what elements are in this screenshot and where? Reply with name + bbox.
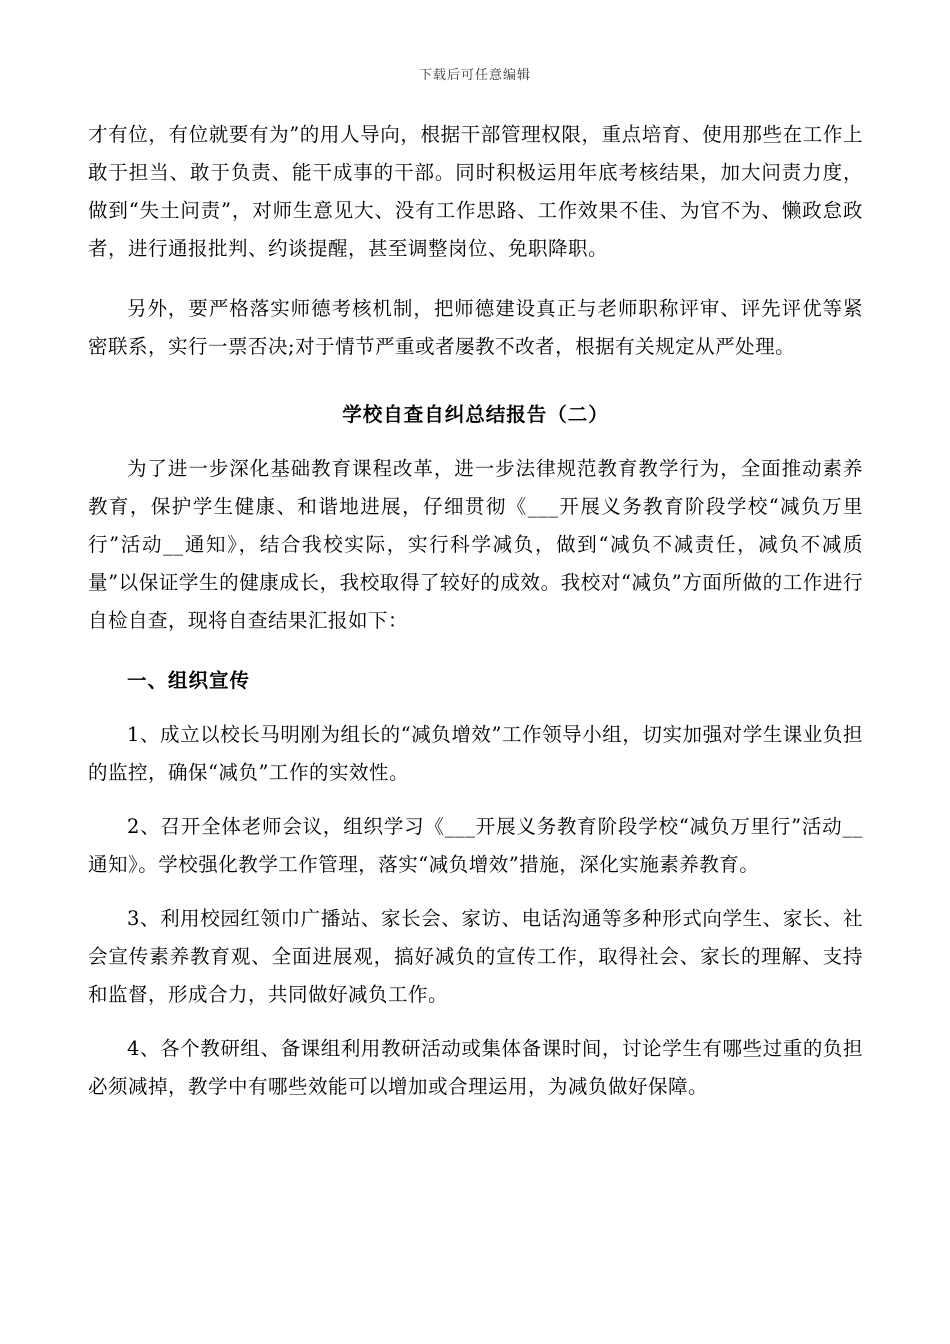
section-title: 学校自查自纠总结报告（二）	[342, 403, 609, 426]
list-item-2: 2、召开全体老师会议，组织学习《___开展义务教育阶段学校“减负万里行”活动__通知》。学校强化教学工作管理，落实“减负增效”措施，深化实施素养教育。	[88, 815, 863, 876]
heading-organization: 一、组织宣传	[127, 669, 251, 692]
paragraph-1: 才有位，有位就要有为”的用人导向，根据干部管理权限，重点培育、使用那些在工作上敢于担当、敢于负责、能干成事的干部。同时积极运用年底考核结果，加大问责力度，做到“失土问责”，对师生意见大、没有工作思路、工作效果不佳、为官不为、懒政怠政者，进行通报批判、约谈提醒，甚至调整岗位、免职降职。	[88, 123, 863, 260]
paragraph-intro: 为了进一步深化基础教育课程改革，进一步法律规范教育教学行为，全面推动素养教育，保护学生健康、和谐地进展，仔细贯彻《___开展义务教育阶段学校“减负万里行”活动__通知》，结合我校实际，实行科学减负，做到“减负不减责任，减负不减质量”以保证学生的健康成长，我校取得了较好的成效。我校对“减负”方面所做的工作进行自检自查，现将自查结果汇报如下：	[88, 457, 863, 632]
document-body	[88, 116, 863, 1106]
paragraph-2: 另外，要严格落实师德考核机制，把师德建设真正与老师职称评审、评先评优等紧密联系，实行一票否决;对于情节严重或者屡教不改者，根据有关规定从严处理。	[88, 297, 863, 358]
list-item-3: 3、利用校园红领巾广播站、家长会、家访、电话沟通等多种形式向学生、家长、社会宣传素养教育观、全面进展观，搞好减负的宣传工作，取得社会、家长的理解、支持和监督，形成合力，共同做好减负工作。	[88, 907, 863, 1006]
list-item-1: 1、成立以校长马明刚为组长的“减负增效”工作领导小组，切实加强对学生课业负担的监控，确保“减负”工作的实效性。	[88, 723, 863, 784]
page-header: 下载后可任意编辑	[418, 68, 531, 83]
list-item-4: 4、各个教研组、备课组利用教研活动或集体备课时间，讨论学生有哪些过重的负担必须减掉，教学中有哪些效能可以增加或合理运用，为减负做好保障。	[88, 1037, 863, 1098]
